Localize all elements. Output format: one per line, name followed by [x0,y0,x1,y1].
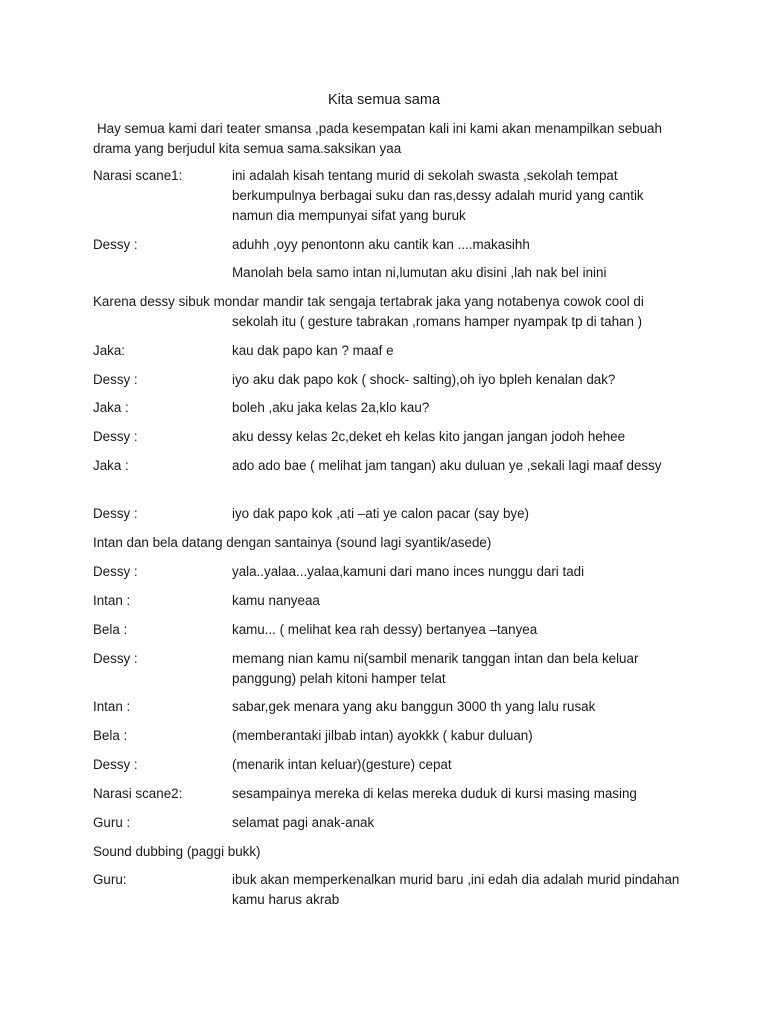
speaker-label: Dessy : [93,506,138,521]
speaker-label: Dessy : [93,651,138,666]
speaker-label: Dessy : [93,429,138,444]
speaker-label: Dessy : [93,237,138,252]
narration-text: Intan dan bela datang dengan santainya (sound lagi syantik/asede) [93,535,492,550]
speaker-label: Intan : [93,699,131,714]
intro-paragraph: Hay semua kami dari teater smansa ,pada kesempatan kali ini kami akan menampilkan sebuah drama yang berjudul kita semua sama.saksikan yaa [93,121,662,156]
speaker-label: Dessy : [93,564,138,579]
dialogue-text: (memberantaki jilbab intan) ayokkk ( kabur duluan) [232,728,533,743]
dialogue-text: sabar,gek menara yang aku banggun 3000 th yang lalu rusak [232,699,596,714]
dialogue-text: aku dessy kelas 2c,deket eh kelas kito jangan jangan jodoh hehee [232,429,626,444]
narration-paragraph [93,533,693,553]
dialogue-text: boleh ,aku jaka kelas 2a,klo kau? [232,400,430,415]
dialogue-text: selamat pagi anak-anak [232,815,375,830]
dialogue-text: yala..yalaa...yalaa,kamuni dari mano inces nunggu dari tadi [232,564,585,579]
narration-text: Sound dubbing (paggi bukk) [93,844,261,859]
speaker-label: Intan : [93,593,131,608]
speaker-label: Jaka : [93,458,129,473]
dialogue-text: kau dak papo kan ? maaf e [232,343,394,358]
speaker-label: Guru : [93,815,131,830]
dialogue-text: sesampainya mereka di kelas mereka duduk di kursi masing masing [232,786,637,801]
dialogue-text: memang nian kamu ni(sambil menarik tanggan intan dan bela keluar panggung) pelah kitoni hamper telat [232,651,639,686]
speaker-label: Jaka: [93,343,126,358]
dialogue-text: kamu... ( melihat kea rah dessy) bertanyea –tanyea [232,622,538,637]
dialogue-text: kamu nanyeaa [232,593,320,608]
dialogue-text: ini adalah kisah tentang murid di sekolah swasta ,sekolah tempat berkumpulnya berbagai suku dan ras,dessy adalah murid yang cantik namun dia mempunyai sifat yang buruk [232,168,644,223]
speaker-label: Narasi scane2: [93,786,183,801]
speaker-label: Dessy : [93,372,138,387]
speaker-label: Bela : [93,622,128,637]
dialogue-text: (menarik intan keluar)(gesture) cepat [232,757,452,772]
narration-paragraph [93,292,693,332]
dialogue-text: aduhh ,oyy penontonn aku cantik kan ....makasihh [232,237,530,252]
dialogue-text: ado ado bae ( melihat jam tangan) aku duluan ye ,sekali lagi maaf dessy [232,458,662,473]
dialogue-text: iyo aku dak papo kok ( shock- salting),oh iyo bpleh kenalan dak? [232,372,616,387]
speaker-label: Narasi scane1: [93,168,183,183]
document-title: Kita semua sama [327,92,441,108]
dialogue-text: ibuk akan memperkenalkan murid baru ,ini edah dia adalah murid pindahan kamu harus akrab [232,872,680,907]
narration-text: Karena dessy sibuk mondar mandir tak sengaja tertabrak jaka yang notabenya cowok cool di [93,294,644,309]
speaker-label: Dessy : [93,757,138,772]
narration-text-continued: sekolah itu ( gesture tabrakan ,romans hamper nyampak tp di tahan ) [232,314,643,329]
speaker-label: Guru: [93,872,127,887]
dialogue-text: iyo dak papo kok ,ati –ati ye calon pacar (say bye) [232,506,529,521]
speaker-label: Jaka : [93,400,129,415]
dialogue-text: Manolah bela samo intan ni,lumutan aku disini ,lah nak bel inini [232,265,607,280]
narration-paragraph [93,842,693,862]
speaker-label: Bela : [93,728,128,743]
